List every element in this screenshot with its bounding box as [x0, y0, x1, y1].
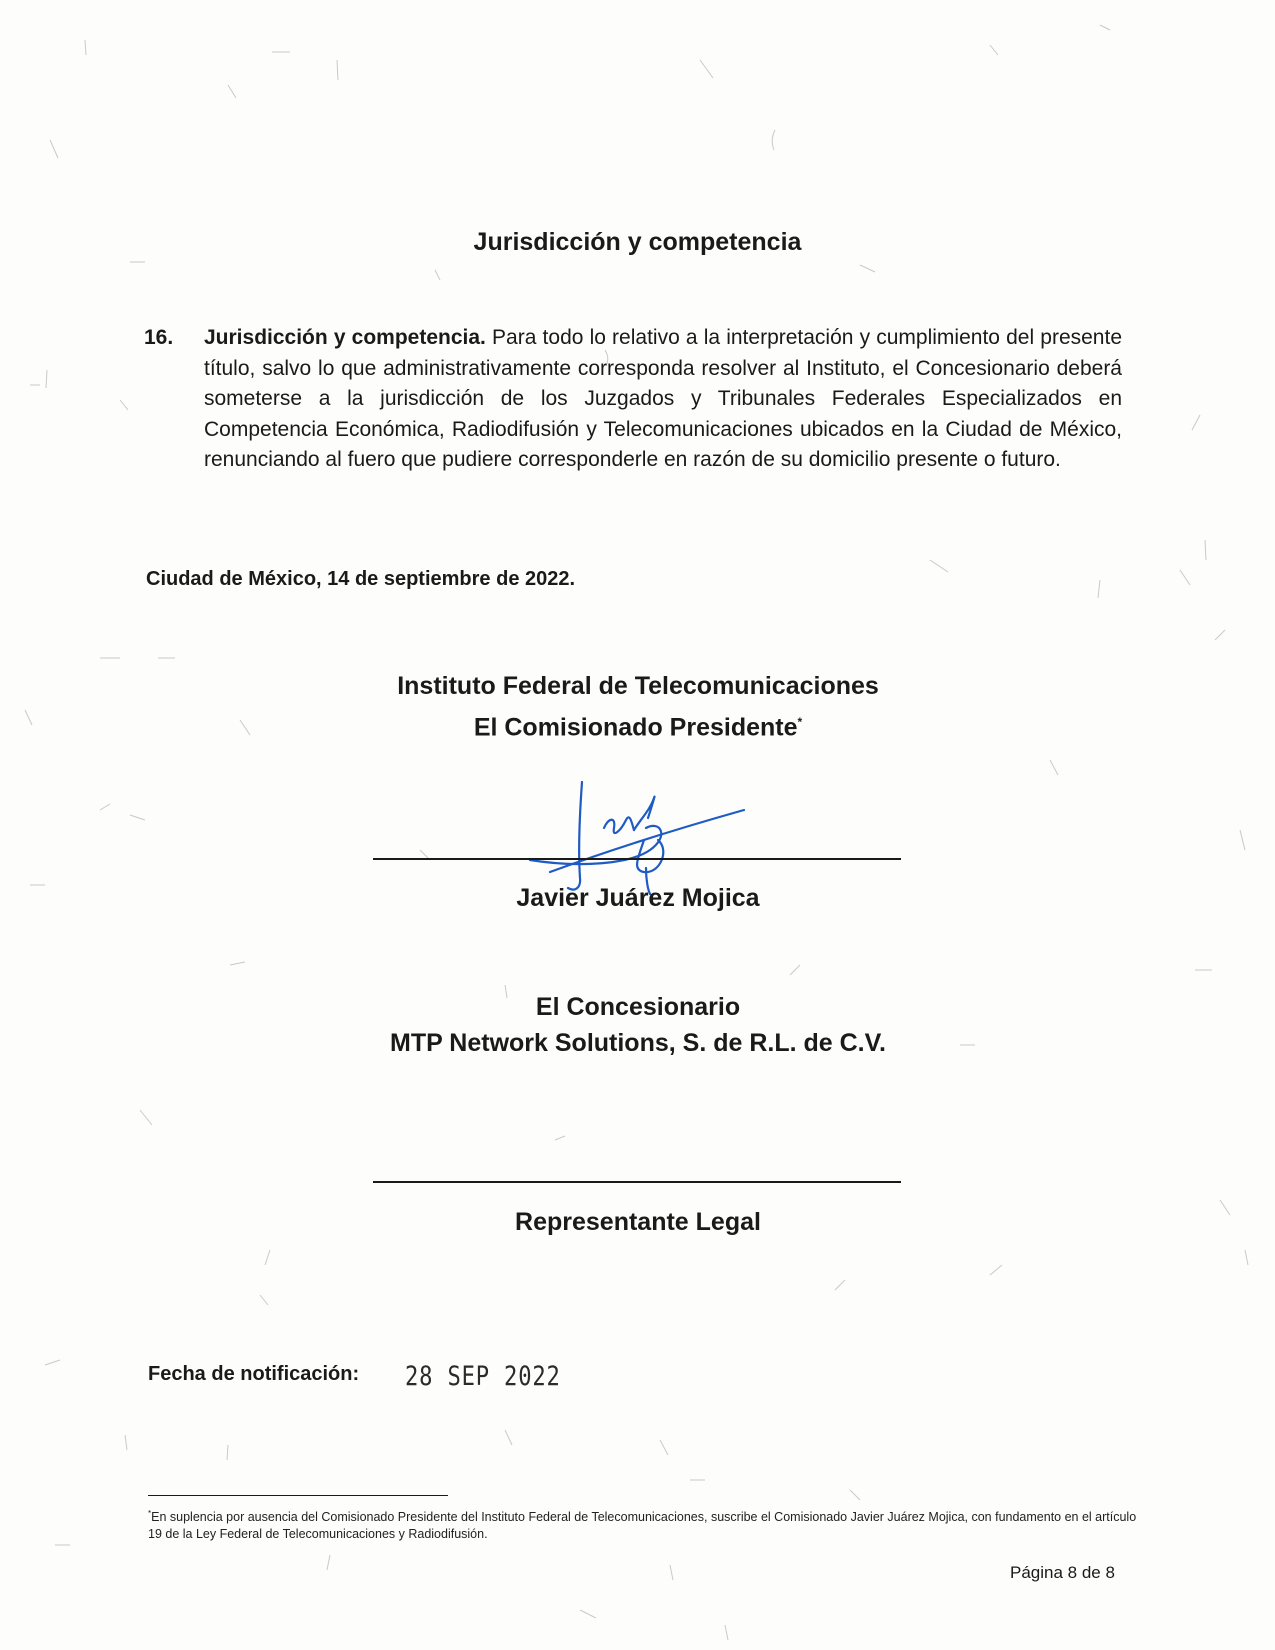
notification-date-stamp: 28 SEP 2022: [405, 1361, 561, 1392]
signature-line-institute: [373, 858, 901, 860]
handwritten-signature: [520, 780, 760, 895]
institute-role: [338, 704, 938, 745]
date-line: Ciudad de México, 14 de septiembre de 2022.: [146, 568, 576, 590]
clause-title: Jurisdicción y competencia.: [204, 326, 486, 349]
clause-body: [204, 323, 1122, 476]
concessionaire-title: El Concesionario: [535, 993, 741, 1021]
section-heading: Jurisdicción y competencia: [473, 228, 802, 256]
footnote-text: En suplencia por ausencia del Comisionado Presidente del Instituto Federal de Telecomunicaciones, suscribe el Comisionado Javier Juárez Mojica, con fundamento en el artículo 19 de la Ley Federal de Telecomunicaciones y Radiodifusión.: [148, 1510, 1137, 1542]
page-number: Página 8 de 8: [1010, 1563, 1115, 1582]
role-text: El Comisionado Presidente: [473, 713, 798, 742]
institute-name: Instituto Federal de Telecomunicaciones: [397, 672, 879, 700]
clause-text: Para todo lo relativo a la interpretación y cumplimiento del presente título, salvo lo que administrativamente corresponda resolver al Instituto, el Concesionario deberá someterse a la jurisdicción de los Juzgados y Tribunales Federales Especializados en Competencia Económica, Radiodifusión y Telecomunicaciones ubicados en la Ciudad de México, renunciando al fuero que pudiere corresponderle en razón de su domicilio presente o futuro.: [204, 326, 1123, 471]
notification-label: Fecha de notificación:: [148, 1363, 360, 1385]
signature-line-concessionaire: [373, 1181, 901, 1183]
concessionaire-company: MTP Network Solutions, S. de R.L. de C.V.: [390, 1029, 886, 1057]
clause-number: 16.: [144, 326, 174, 349]
footnote-rule: [148, 1495, 448, 1496]
footnote: [148, 1505, 1138, 1543]
legal-representative-label: Representante Legal: [515, 1208, 761, 1236]
footnote-mark: *: [148, 1509, 152, 1518]
signer-name: Javier Juárez Mojica: [516, 884, 760, 912]
role-footnote-mark: *: [797, 715, 803, 729]
